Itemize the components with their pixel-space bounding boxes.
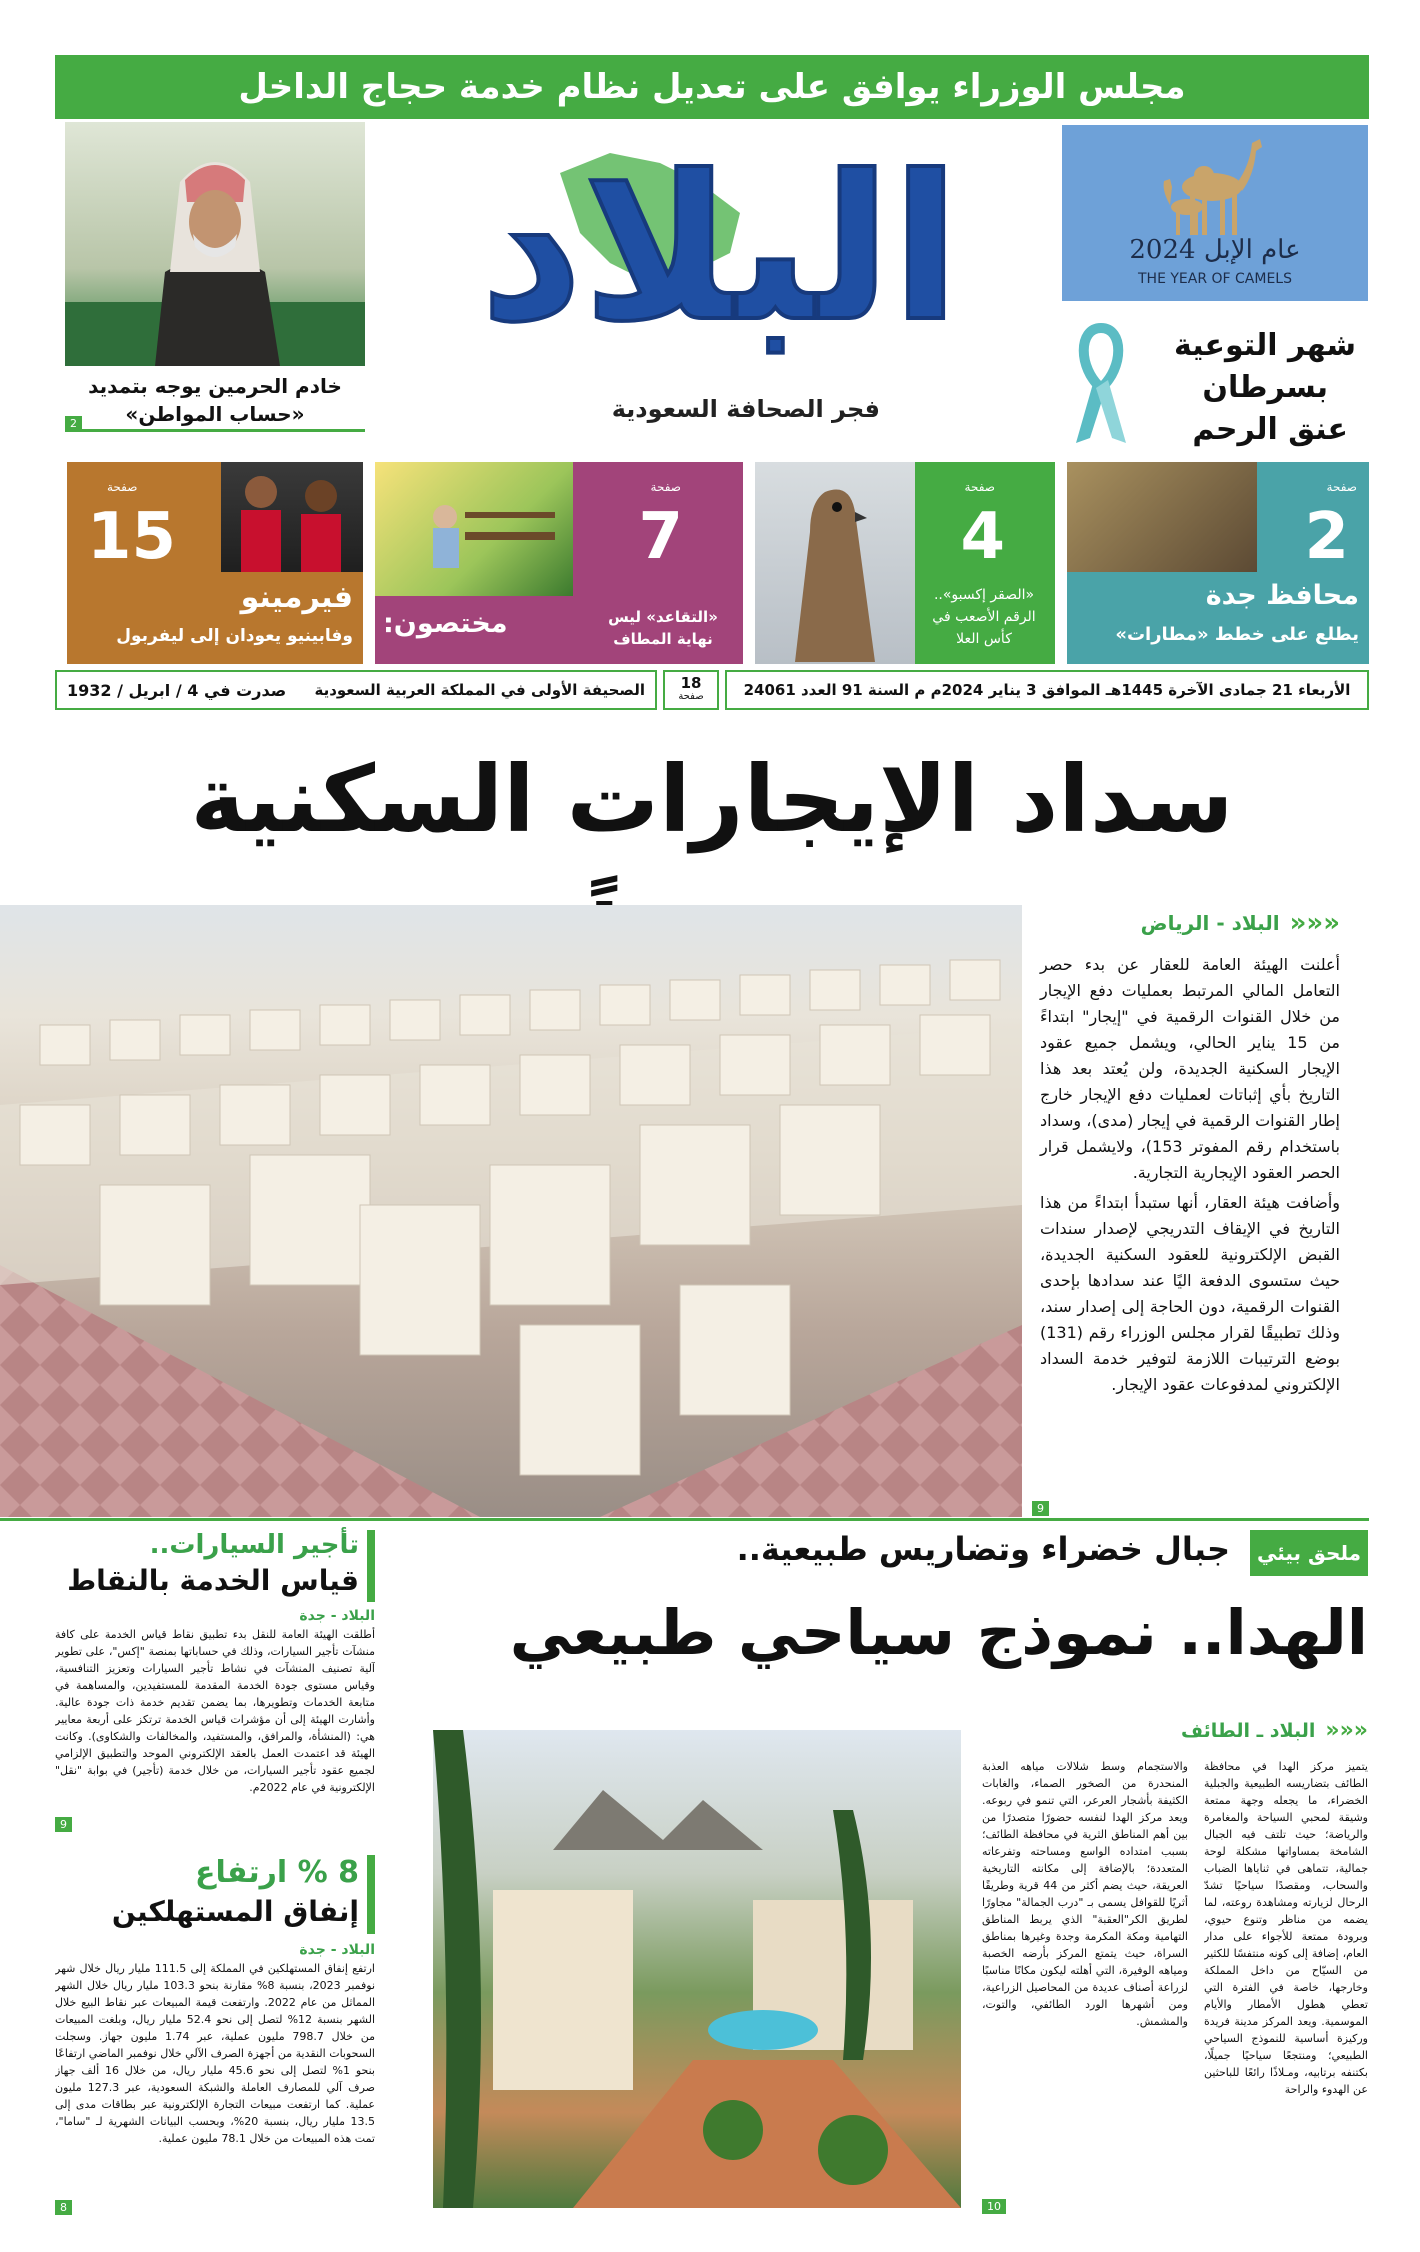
teaser-strip [55, 462, 1369, 664]
teaser-title: محافظ جدة [1205, 580, 1359, 611]
teaser-title: فيرمينو [240, 580, 353, 615]
env-source-text: البلاد ـ الطائف [1181, 1719, 1316, 1742]
cancer-awareness-box[interactable] [1062, 318, 1368, 448]
chevron-icon: ««« [1325, 1718, 1368, 1743]
chevron-icon: ««« [1289, 908, 1340, 938]
logo-text: البلاد [480, 133, 960, 366]
king-headline[interactable] [65, 372, 365, 432]
camels-arabic: عام الإبل 2024 [1129, 235, 1301, 265]
story-source [1040, 908, 1340, 938]
spending-story[interactable] [55, 1855, 375, 2215]
env-kicker: جبال خضراء وتضاريس طبيعية.. [736, 1530, 1230, 1568]
issue-date [725, 670, 1369, 710]
camels-english: THE YEAR OF CAMELS [1137, 271, 1292, 287]
spending-headline: إنفاق المستهلكين [111, 1895, 359, 1928]
bench-icon [375, 462, 573, 596]
env-col-1 [1204, 1758, 1368, 2218]
teaser-page-word: صفحة [107, 480, 138, 494]
king-headline-text: خادم الحرمين يوجه بتمديد «حساب المواطن» [88, 374, 342, 426]
cars-body-text: أطلقت الهيئة العامة للنقل بدء تطبيق نقاط قياس الخدمة على كافة منشآت تأجير السيارات، وذلك في حساباتها بمنصة "إكس"، على تطوير آلية تصنيف المنشآت في نشاط تأجير السيارات وتعزيز التنافسية، وقياس مستوى جودة الخدمة المقدمة للمستفيدين، والمساهمة في متابعة الخدمات وتطويرها، بما يضمن تقديم خدمة ذات جودة عالية. وأشارت الهيئة إلى أن مؤشرات قياس الخدمة ترتكز على أربعة معايير هي: (المنشأة، والمرافق، والمستفيد، والمخالفات والشكاوى). وكانت الهيئة قد اعتمدت العمل بالعقد الإلكتروني الموحد والتطبيق الإلزامي لجميع عقود تأجير السيارات، من خلال خدمة (تأجير) في بوابة "نقل" الإلكترونية في عام 2022م. [55, 1628, 375, 1794]
issue-date-text: الأربعاء 21 جمادى الآخرة 1445هـ الموافق 3 يناير 2024م م السنة 91 العدد 24061 [743, 681, 1351, 699]
teaser-page-number: 7 [638, 500, 683, 574]
teaser-page-word: صفحة [650, 480, 681, 494]
dateline-bar [55, 670, 1369, 710]
teaser-retirement[interactable] [375, 462, 743, 664]
players-icon [221, 462, 363, 572]
teaser-falcon-expo[interactable] [755, 462, 1055, 664]
hada-photo [433, 1730, 961, 2208]
cars-source: البلاد - جدة [299, 1608, 375, 1624]
env-col-2 [982, 1758, 1188, 2218]
cars-headline: قياس الخدمة بالنقاط [67, 1564, 359, 1597]
founded-text: صدرت في 4 / ابريل / 1932 [67, 680, 287, 700]
main-headline[interactable]: سداد الإيجارات السكنية [190, 746, 1234, 853]
falcon-icon [755, 462, 915, 664]
top-banner[interactable] [55, 55, 1369, 119]
page-ref: 8 [55, 2200, 72, 2215]
teaser-subtitle: وفابينيو يعودان إلى ليفربول [116, 626, 353, 646]
cancer-line-3: عنق الرحم [1192, 412, 1348, 447]
env-source [1181, 1718, 1368, 1743]
cars-story[interactable] [55, 1530, 375, 1832]
cancer-line-1: شهر التوعية [1174, 328, 1356, 363]
page-count-word: صفحة [678, 691, 704, 702]
story-paragraph-2: وأضافت هيئة العقار، أنها ستبدأ ابتداءً من هذا التاريخ في الإيقاف التدريجي لإصدار سندات القبض الإلكترونية للعقود السكنية الجديدة، حيث ستسوى الدفعة اليًا عند سدادها بإحدى القنوات الرقمية، دون الحاجة إلى إصدار سند، وذلك تطبيقًا لقرار مجلس الوزراء رقم (131) بوضع الترتيبات اللازمة لتوفير خدمة السداد الإلكتروني لمدفوعات عقود الإيجار. [1040, 1193, 1340, 1394]
story-source-text: البلاد - الرياض [1140, 911, 1280, 935]
year-of-camels-box[interactable] [1062, 125, 1368, 301]
slogan-text: الصحيفة الأولى في المملكة العربية السعودية [314, 681, 645, 699]
env-col-1-text: يتميز مركز الهدا في محافظة الطائف بتضاريسه الطبيعية والجبلية الخضراء، ما يجعله وجهة ممتعة وشيقة لمحبي السياحة والمغامرة والرياضة؛ حيث تلتف فيه الجبال الشامخة بمساواتها مشكلة لوحة جمالية، تتماهى في ثناياها الضباب والسحاب، ومقصدًا سياحيًا تشدّ الرحال لزيارته ومشاهدة روعته، لما يضمه من مناظر وتنوع حيوي، وبرودة ممتعة للأجواء على مدار العام، إضافة إلى كونه منتفسًا للكثير من السيّاح من داخل المملكة وخارجها، خاصة في الفترة التي تعطي هطول الأمطار والأيام الموسمية. ويعد المركز مدينة فريدة وركيزة أساسية للنموذج السياحي الطبيعي؛ ومنتجعًا سياحيًا جميلًا، بكتنفه برتابيه، ومـلاذًا رائعًا للباحثين عن الهدوء والراحة [1204, 1760, 1368, 2096]
spending-body [55, 1960, 375, 2188]
portrait-image [65, 122, 365, 366]
teaser-page-word: صفحة [1326, 480, 1357, 494]
env-col-2-text: والاستجمام وسط شلالات مياهه العذبة المنحدرة من الصخور الصماء، والغابات الكثيفة بأشجار العرعر، التي تنمو في ربوعه. ويعد مركز الهدا لنفسه حضورًا متصدرًا من بين أهم المناطق الثرية في محافظة الطائف؛ بسبب امتداده الواسع ومساحته وتفرعاته المتعددة؛ بالإضافة إلى مكانته التاريخية العريقة، حيث يضم أكثر من 44 قرية وطريقًا أثريًا للقوافل يسمى بـ "درب الجمالة" مجاورًا لطريق الكر"العقبة" الذي يربط المناطق التهامية ومكة المكرمة وجدة وغيرها بمناطق السراة، حيث يتمتع المركز بأرضه الخصبة ومياهه الوفيرة، التي أهلته ليكون مكانًا مناسبًا لزراعة أصناف عديدة من المحاصيل الزراعية، ومن أشهرها الورد الطائفي، والتوت، والمشمش. [982, 1760, 1188, 2028]
page-ref: 9 [1032, 1501, 1049, 1516]
teaser-page-number: 15 [87, 500, 177, 574]
main-story[interactable] [1037, 908, 1340, 1515]
teaser-title: «الصقر إكسبو».. الرقم الأصعب في كأس العلا [932, 587, 1036, 647]
teaser-subtitle: «التقاعد» ليس نهاية المطاف [608, 608, 718, 648]
spending-heading [55, 1855, 375, 1934]
teaser-page-number: 2 [1304, 500, 1349, 574]
page-count-number: 18 [680, 674, 702, 692]
story-paragraph-1: أعلنت الهيئة العامة للعقار عن بدء حصر التعامل المالي المرتبط بعمليات دفع الإيجار من خلال القنوات الرقمية في "إيجار" ابتداءً من 15 يناير الحالي، ويشمل جميع عقود الإيجار السكنية الجديدة، ولن يُعتد بعد هذا التاريخ بأي إثباتات لعمليات دفع الإيجار خارج إطار القنوات الرقمية في إيجار (مدى)، وسداد باستخدام رقم المفوتر 153)، ولايشمل قرار الحصر العقود الإيجارية التجارية. [1040, 955, 1340, 1182]
players-photo [221, 462, 363, 572]
page-ref: 2 [65, 416, 82, 431]
page-ref: 10 [982, 2199, 1006, 2214]
top-banner-text: مجلس الوزراء يوافق على تعديل نظام خدمة حجاج الداخل [238, 67, 1186, 107]
cars-body [55, 1626, 375, 1816]
slogan-box [55, 670, 657, 710]
tagline: فجر الصحافة السعودية [611, 395, 880, 423]
teaser-subtitle: يطلع على خطط «مطارات» [1115, 624, 1359, 645]
teaser-title: مختصون: [383, 608, 508, 639]
teaser-page-number: 4 [960, 500, 1005, 574]
spending-body-text: ارتفع إنفاق المستهلكين في المملكة إلى 111.5 مليار ريال خلال شهر نوفمبر 2023، بنسبة 8% مقارنة بنحو 103.3 مليار ريال خلال الشهر المماثل من عام 2022. وارتفعت قيمة المبيعات عبر نقاط البيع خلال الشهر بنسبة 12% لتصل إلى نحو 52.4 مليار ريال، وبلغت المبيعات من خلال 798.7 مليون عملية، عبر 1.74 مليون جهاز. وسجلت السحوبات النقدية من أجهزة الصرف الآلي خلال نوفمبر الماضي ارتفاعًا بنحو 1% لتصل إلى نحو 45.6 مليار ريال، من خلال 16 ألف جهاز صرف آلي للمصارف العاملة والشبكة السعودية، عبر 127.3 مليون عملية. كما ارتفعت مبيعات التجارة الإلكترونية عبر بطاقات مدى إلى 13.5 مليار ريال، بنسبة 20%، وبحسب البيانات الشهرية لـ "ساما"، تمت هذه المبيعات من خلال 78.1 مليون عملية. [55, 1962, 375, 2145]
awareness-ribbon-icon [1066, 318, 1136, 448]
resort-illustration [433, 1730, 961, 2208]
page-ref: 9 [55, 1817, 72, 1832]
spending-source: البلاد - جدة [299, 1942, 375, 1958]
env-label [1250, 1530, 1368, 1576]
meeting-photo [1067, 462, 1257, 572]
spending-kicker: 8 % ارتفاع [195, 1855, 359, 1890]
teaser-mayor-jeddah[interactable] [1067, 462, 1369, 664]
section-divider [0, 1518, 1369, 1521]
park-photo [375, 462, 573, 596]
cars-kicker: تأجير السيارات.. [149, 1530, 359, 1560]
page-count [663, 670, 719, 710]
king-photo [65, 122, 365, 366]
story-body [1040, 952, 1340, 1398]
camel-icon [1062, 125, 1368, 245]
env-label-text: ملحق بيئي [1256, 1541, 1362, 1565]
housing-photo [0, 905, 1022, 1517]
falcon-photo [755, 462, 915, 664]
env-headline[interactable]: الهدا.. نموذج سياحي طبيعي [509, 1596, 1368, 1669]
housing-illustration [0, 905, 1022, 1517]
cars-heading [55, 1530, 375, 1602]
cancer-line-2: بسرطان [1202, 370, 1328, 405]
teaser-firmino[interactable] [67, 462, 363, 664]
teaser-page-word: صفحة [964, 480, 995, 494]
masthead[interactable] [440, 125, 1000, 445]
